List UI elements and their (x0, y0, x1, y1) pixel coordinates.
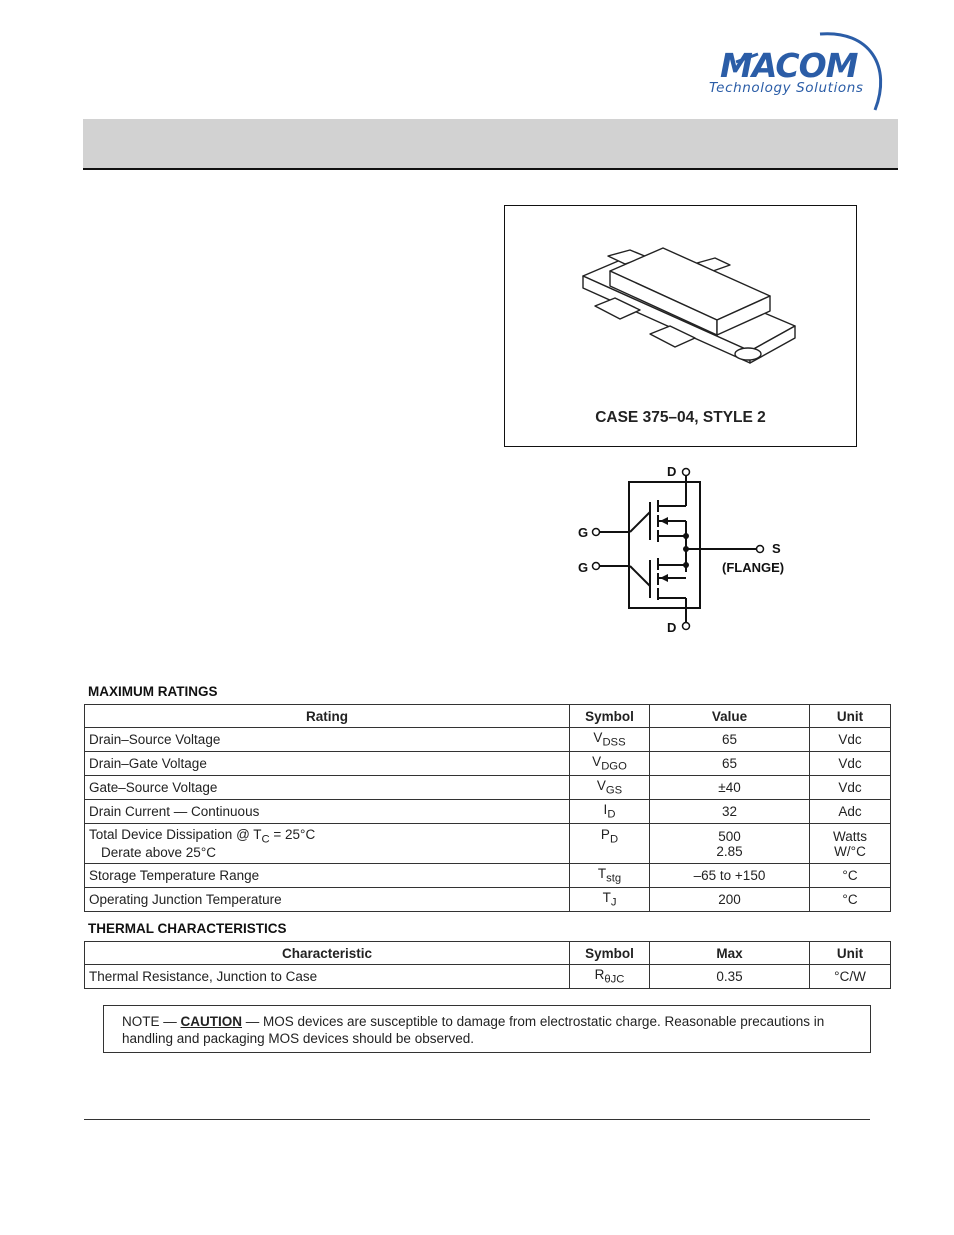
logo-brand: MACOM (720, 46, 858, 85)
value-cell: 65 (650, 728, 810, 752)
table-row (85, 800, 891, 824)
table-row (85, 864, 891, 888)
symbol-main: T (597, 866, 607, 882)
symbol-cell (570, 965, 650, 989)
max-cell: 0.35 (650, 965, 810, 989)
symbol-sub: DGO (601, 760, 627, 773)
rating-line-2: Derate above 25°C (101, 845, 216, 861)
symbol-cell (570, 888, 650, 912)
table-row (85, 752, 891, 776)
symbol-main: T (602, 890, 611, 906)
symbol-sub: θJC (604, 973, 625, 986)
symbol-sub: D (609, 833, 619, 846)
note-caution-word: CAUTION (180, 1014, 243, 1029)
table-row (85, 965, 891, 989)
package-drawing (505, 206, 856, 406)
symbol-cell (570, 752, 650, 776)
symbol-cell (570, 728, 650, 752)
symbol-main: V (596, 778, 606, 794)
title-band (83, 119, 898, 170)
macom-logo (700, 22, 890, 112)
rating-cell: Drain–Source Voltage (85, 728, 570, 752)
symbol-main: V (593, 730, 603, 746)
symbol-cell (570, 824, 650, 864)
rating-line-1 (89, 827, 565, 846)
table-row (85, 824, 891, 864)
rating-cell (85, 824, 570, 864)
value-cell (650, 824, 810, 864)
rating-text: Total Device Dissipation @ T (89, 826, 262, 842)
symbol-sub: DSS (602, 736, 626, 749)
col-header-rating: Rating (85, 705, 570, 728)
unit-cell: °C (810, 864, 891, 888)
symbol-cell (570, 776, 650, 800)
pin-gate2-label: G (578, 560, 589, 575)
pin-drain-bottom-label: D (667, 620, 677, 635)
rating-cell: Drain–Gate Voltage (85, 752, 570, 776)
symbol-cell (570, 800, 650, 824)
value-cell: 32 (650, 800, 810, 824)
value-cell: 65 (650, 752, 810, 776)
unit-cell (810, 824, 891, 864)
table-header-row (85, 942, 891, 965)
rating-cell: Gate–Source Voltage (85, 776, 570, 800)
pin-source-note: (FLANGE) (722, 560, 785, 575)
max-ratings-table (84, 704, 891, 912)
symbol-sub: J (610, 896, 617, 909)
table-row (85, 728, 891, 752)
unit-cell: Adc (810, 800, 891, 824)
caution-note (103, 1005, 871, 1053)
symbol-sub: D (607, 808, 616, 821)
schematic-drawing (570, 460, 790, 640)
thermal-table (84, 941, 891, 989)
note-prefix: NOTE — (122, 1014, 181, 1029)
symbol-sub: stg (606, 872, 622, 885)
max-ratings-title: MAXIMUM RATINGS (88, 684, 218, 699)
unit-line-2: W/°C (834, 843, 866, 859)
col-header-symbol: Symbol (570, 942, 650, 965)
col-header-unit: Unit (810, 942, 891, 965)
pin-drain-top-label: D (667, 464, 677, 479)
col-header-symbol: Symbol (570, 705, 650, 728)
value-cell: ±40 (650, 776, 810, 800)
unit-cell: Vdc (810, 752, 891, 776)
unit-cell: °C (810, 888, 891, 912)
symbol-main: I (603, 802, 608, 818)
symbol-main: R (594, 967, 605, 983)
pin-source-label: S (772, 541, 781, 556)
col-header-max: Max (650, 942, 810, 965)
package-illustration (504, 205, 857, 447)
footer-divider (84, 1119, 870, 1120)
col-header-value: Value (650, 705, 810, 728)
unit-cell: Vdc (810, 728, 891, 752)
pin-gate1-label: G (578, 525, 589, 540)
symbol-main: V (592, 754, 602, 770)
col-header-characteristic: Characteristic (85, 942, 570, 965)
table-header-row (85, 705, 891, 728)
logo-tagline: Technology Solutions (709, 80, 864, 96)
caution-note-text (122, 1013, 862, 1047)
symbol-cell (570, 864, 650, 888)
characteristic-cell: Thermal Resistance, Junction to Case (85, 965, 570, 989)
value-cell: 200 (650, 888, 810, 912)
rating-cell: Drain Current — Continuous (85, 800, 570, 824)
symbol-main: P (600, 827, 610, 842)
rating-sub: C (261, 833, 270, 846)
table-row (85, 776, 891, 800)
package-caption: CASE 375–04, STYLE 2 (595, 409, 766, 426)
unit-line-1: Watts (832, 828, 867, 844)
table-row (85, 888, 891, 912)
thermal-title: THERMAL CHARACTERISTICS (88, 921, 287, 936)
col-header-unit: Unit (810, 705, 891, 728)
symbol-sub: GS (605, 784, 623, 797)
pinout-schematic (570, 460, 790, 645)
note-body: — MOS devices are susceptible to damage from electrostatic charge. Reasonable precautions in handling and packaging MOS devices should be observed. (122, 1014, 825, 1046)
rating-text-cont: = 25°C (269, 826, 316, 842)
value-line-2: 2.85 (716, 843, 743, 859)
rating-cell: Storage Temperature Range (85, 864, 570, 888)
unit-cell: Vdc (810, 776, 891, 800)
value-cell: –65 to +150 (650, 864, 810, 888)
value-line-1: 500 (718, 828, 741, 844)
rating-cell: Operating Junction Temperature (85, 888, 570, 912)
unit-cell: °C/W (810, 965, 891, 989)
